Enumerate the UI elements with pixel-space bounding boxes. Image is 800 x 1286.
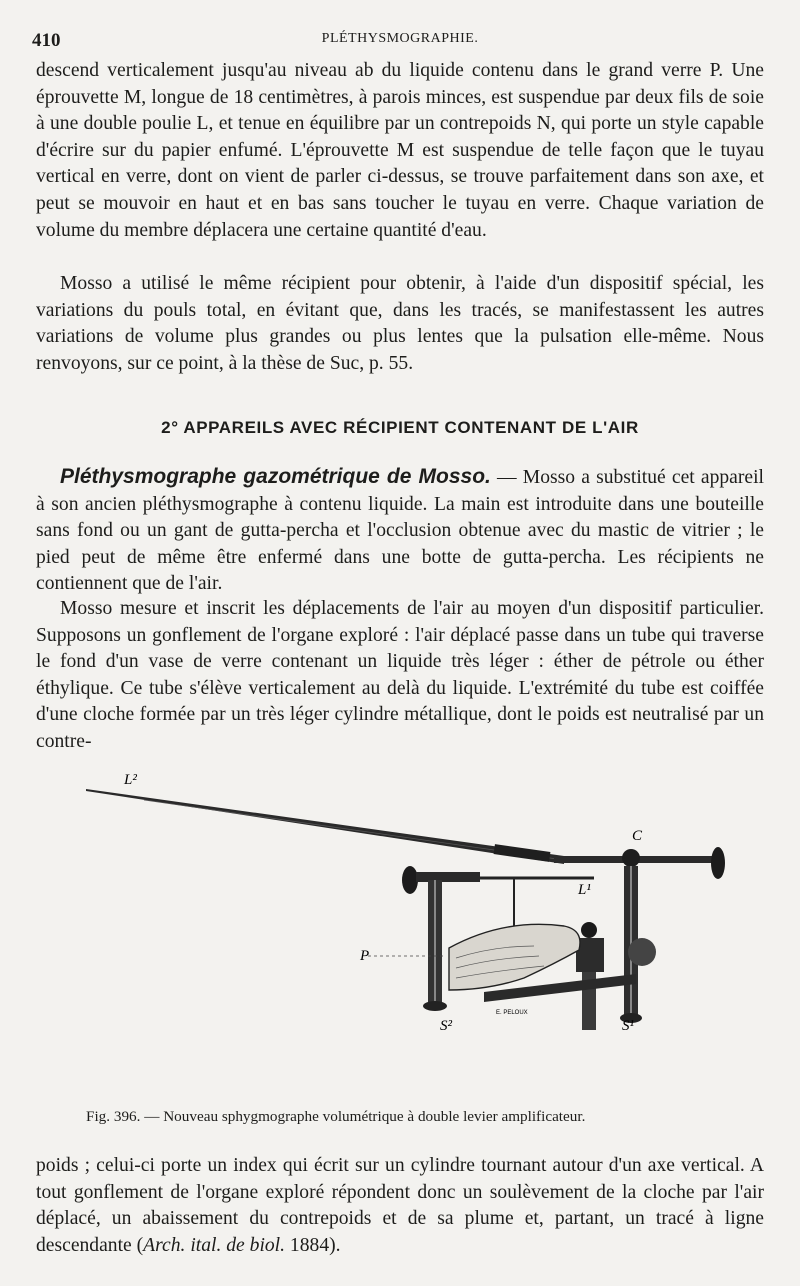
- paragraph-5-start: poids ; celui-ci porte un index qui écrit sur un cylindre tournant autour d'un axe vertical. A tout gonflement de l'organe exploré répondent donc un soulèvement de la cloche par l'air déplacé, un abaissement du contrepoids et de sa plume et, partant, un tracé à ligne descendante (: [36, 1155, 764, 1256]
- figure-caption: Fig. 396. — Nouveau sphygmographe volumétrique à double levier amplificateur.: [86, 1108, 586, 1125]
- left-knob: [402, 866, 418, 894]
- paragraph-3: [36, 464, 764, 598]
- section-heading: 2° APPAREILS AVEC RÉCIPIENT CONTENANT DE L'AIR: [161, 418, 639, 437]
- paragraph-3-body: — Mosso a substitué cet appareil à son ancien pléthysmographe à contenu liquide. La main est introduite dans une bouteille sans fond ou un gant de gutta-percha et l'occlusion obtenue avec du mastic de vitrier ; le pied peut de même être enfermé dans une botte de gutta-percha. Les récipients ne contiennent que de l'air.: [36, 467, 764, 595]
- finger: [449, 924, 580, 990]
- engraver-signature: E. PELOUX: [496, 1010, 528, 1016]
- left-crossbar: [416, 872, 480, 882]
- paragraph-5-end: 1884).: [285, 1234, 341, 1256]
- paragraph-1: descend verticalement jusqu'au niveau ab du liquide contenu dans le grand verre P. Une éprouvette M, longue de 18 centimètres, à parois minces, est suspendue par deux fils de soie à une double poulie L, et tenue en équilibre par un contrepoids N, qui porte un style capable d'écrire sur du papier enfumé. L'éprouvette M est suspendue de telle façon que le tuyau vertical en verre, dont on vient de parler ci-dessus, se trouve parfaitement dans son axe, et peut se mouvoir en haut et en bas sans toucher le tuyau en verre. Chaque variation de volume du membre déplacera une certaine quantité d'eau.: [36, 60, 764, 241]
- wheel: [628, 938, 656, 966]
- sphygmograph-illustration: [84, 768, 744, 1030]
- label-s1: S¹: [622, 1018, 634, 1030]
- page-number: 410: [32, 30, 61, 51]
- label-p: P: [360, 948, 370, 964]
- paragraph-5: [36, 1153, 764, 1259]
- label-c: C: [632, 828, 643, 844]
- screw-s2: [423, 1001, 447, 1011]
- label-l2: L²: [124, 772, 137, 788]
- lever-clamp: [494, 844, 551, 862]
- figure-396: [84, 768, 744, 1030]
- paragraph-2: Mosso a utilisé le même récipient pour obtenir, à l'aide d'un dispositif spécial, les variations du pouls total, en évitant que, dans les tracés, se manifestassent les autres variations de volume plus grandes ou plus lentes que la pulsation elle-même. Nous renvoyons, sur ce point, à la thèse de Suc, p. 55.: [36, 273, 764, 374]
- journal-reference: Arch. ital. de biol.: [143, 1234, 286, 1256]
- label-l1: L¹: [578, 882, 591, 898]
- running-title: PLÉTHYSMOGRAPHIE.: [321, 31, 479, 46]
- label-s2: S²: [440, 1018, 452, 1030]
- paragraph-4: Mosso mesure et inscrit les déplacements de l'air au moyen d'un dispositif particulier. Supposons un gonflement de l'organe exploré : l'air déplacé passe dans un tube qui traverse le fond d'un vase de verre contenant un liquide très léger : éther de pétrole ou éther éthylique. Ce tube s'élève verticalement au delà du liquide. L'extrémité du tube est coiffée d'une cloche formée par un très léger cylindre métallique, dont le poids est neutralisé par un contre-: [36, 598, 764, 752]
- running-head: [32, 26, 768, 52]
- right-knob: [711, 847, 725, 879]
- pivot-c: [622, 849, 640, 867]
- plethysmograph-title: Pléthysmographe gazométrique de Mosso.: [60, 465, 491, 488]
- long-lever: [86, 789, 564, 864]
